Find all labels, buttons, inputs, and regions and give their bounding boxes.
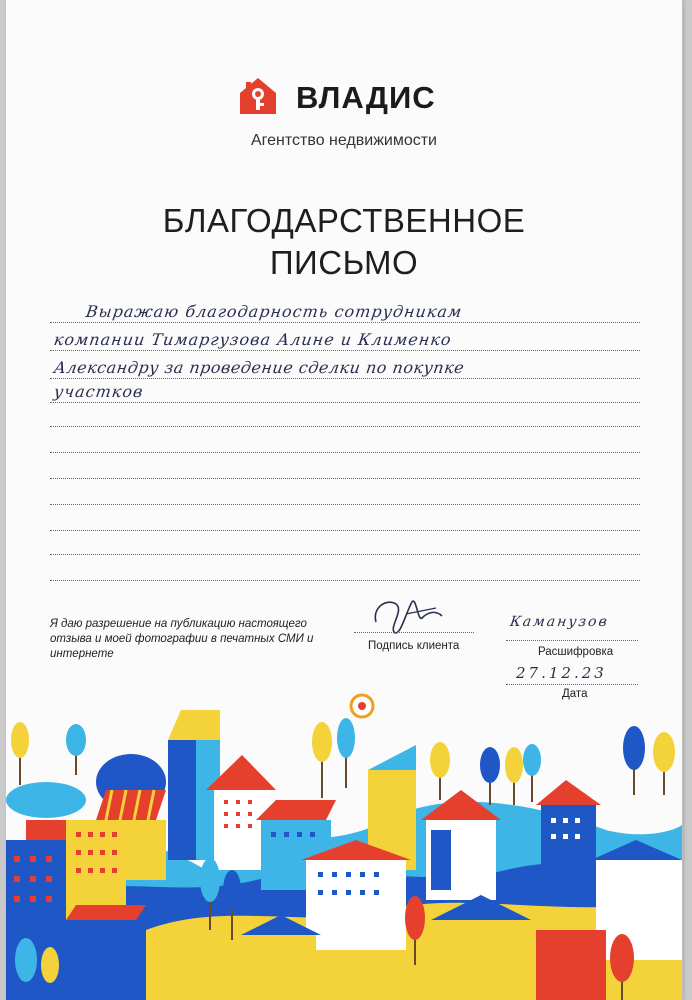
letter-title-line-1: БЛАГОДАРСТВЕННОЕ	[162, 202, 526, 239]
ruled-line	[50, 426, 640, 427]
ruled-line	[50, 554, 640, 555]
brand-name: ВЛАДИС	[296, 80, 436, 115]
company-subtitle: Агентство недвижимости	[251, 132, 437, 149]
ruled-line	[50, 580, 640, 581]
ruled-line	[50, 478, 640, 479]
decoding-value: Каманузов	[508, 614, 610, 630]
ruled-line	[50, 350, 640, 351]
handwritten-line-4: участков	[52, 382, 145, 401]
date-label: Дата	[562, 688, 588, 700]
handwritten-line-3: Александру за проведение сделки по покупке	[52, 358, 466, 377]
ruled-line	[50, 452, 640, 453]
date-value: 27.12.23	[516, 664, 607, 682]
company-logo	[238, 76, 468, 120]
letter-title-line-2: ПИСЬМО	[269, 244, 419, 281]
handwritten-line-1: Выражаю благодарность сотрудникам	[84, 302, 464, 321]
colorful-town-illustration	[6, 0, 682, 1000]
consent-text: Я даю разрешение на публикацию настоящего отзыва и моей фотографии в печатных СМИ и интернете	[50, 618, 314, 660]
decoding-label: Расшифровка	[538, 646, 614, 658]
signature-label: Подпись клиента	[368, 640, 460, 652]
ruled-line	[50, 402, 640, 403]
signature-line	[354, 632, 474, 633]
paper-sheet	[6, 0, 683, 1000]
ruled-line	[50, 322, 640, 323]
ruled-line	[50, 378, 640, 379]
date-line	[506, 684, 638, 685]
house-with-key-icon	[238, 76, 278, 116]
decoding-line	[506, 640, 638, 641]
ruled-line	[50, 504, 640, 505]
ruled-line	[50, 530, 640, 531]
letter-title	[6, 200, 682, 284]
handwritten-line-2: компании Тимаргузова Алине и Клименко	[52, 330, 453, 349]
